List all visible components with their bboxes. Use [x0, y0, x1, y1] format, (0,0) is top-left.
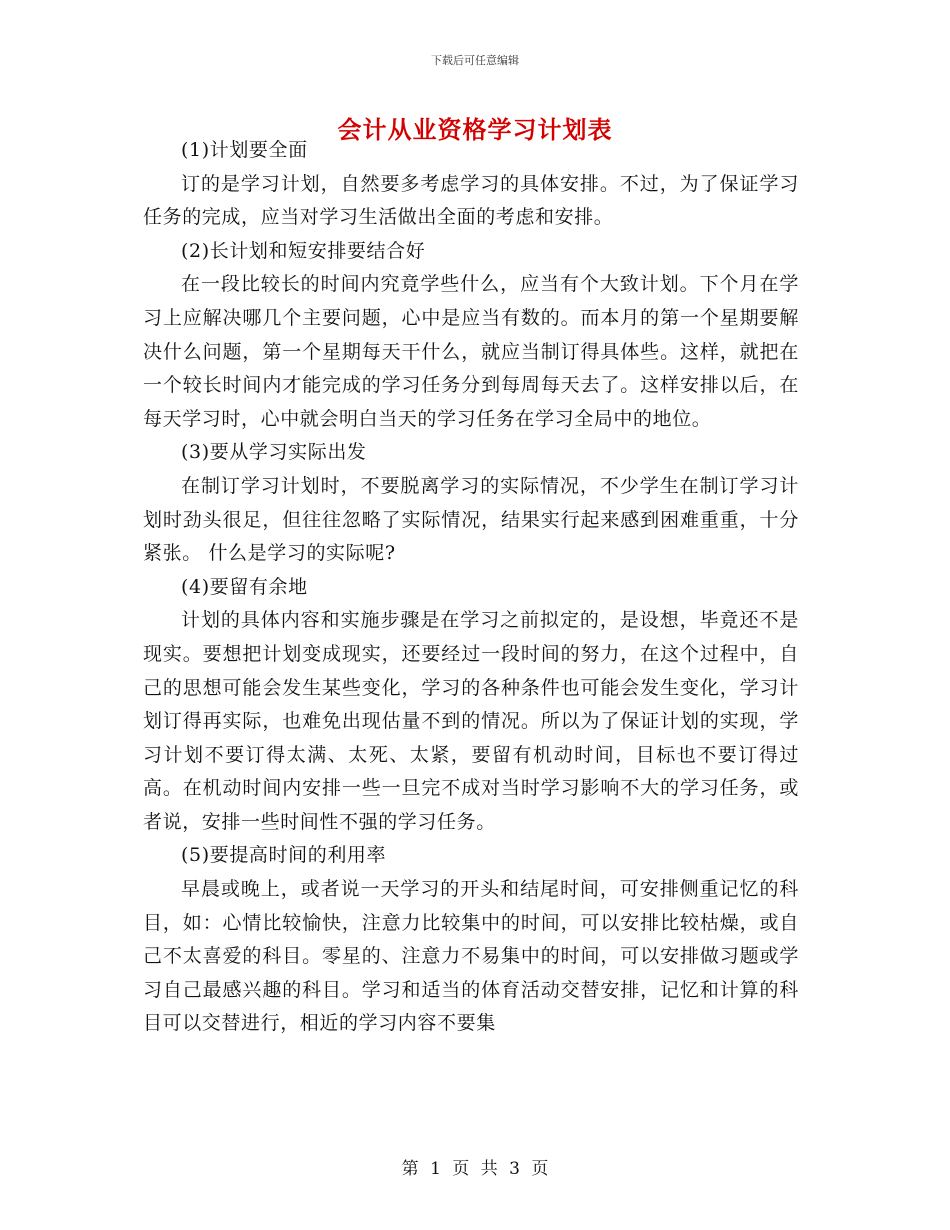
body-paragraph-4: 计划的具体内容和实施步骤是在学习之前拟定的，是设想，毕竟还不是现实。要想把计划变成现实，还要经过一段时间的努力，在这个过程中，自己的思想可能会发生某些变化，学习的各种条件也可能会发生变化，学习计划订得再实际，也难免出现估量不到的情况。所以为了保证计划的实现，学习计划不要订得太满、太死、太紧，要留有机动时间，目标也不要订得过高。在机动时间内安排一些一旦完不成对当时学习影响不大的学习任务，或者说，安排一些时间性不强的学习任务。	[143, 609, 799, 833]
page-number-footer: 第 1 页 共 3 页	[401, 1159, 549, 1179]
section-heading-2: (2)长计划和短安排要结合好	[181, 239, 426, 262]
section-heading-3: (3)要从学习实际出发	[181, 441, 367, 464]
document-title: 会计从业资格学习计划表	[337, 116, 613, 144]
body-paragraph-3: 在制订学习计划时，不要脱离学习的实际情况，不少学生在制订学习计划时劲头很足，但往往忽略了实际情况，结果实行起来感到困难重重，十分紧张。 什么是学习的实际呢?	[143, 474, 799, 565]
body-paragraph-1: 订的是学习计划，自然要多考虑学习的具体安排。不过，为了保证学习任务的完成，应当对学习生活做出全面的考虑和安排。	[143, 172, 799, 229]
body-paragraph-5: 早晨或晚上，或者说一天学习的开头和结尾时间，可安排侧重记忆的科目，如：心情比较愉快，注意力比较集中的时间，可以安排比较枯燥，或自己不太喜爱的科目。零星的、注意力不易集中的时间，可以安排做习题或学习自己最感兴趣的科目。学习和适当的体育活动交替安排，记忆和计算的科目可以交替进行，相近的学习内容不要集	[143, 878, 799, 1035]
section-heading-5: (5)要提高时间的利用率	[181, 844, 387, 867]
section-heading-1: (1)计划要全面	[181, 139, 308, 161]
header-note: 下载后可任意编辑	[431, 54, 519, 67]
body-paragraph-2: 在一段比较长的时间内究竟学些什么，应当有个大致计划。下个月在学习上应解决哪几个主要问题，心中是应当有数的。而本月的第一个星期要解决什么问题，第一个星期每天干什么，就应当制订得具体些。这样，就把在一个较长时间内才能完成的学习任务分到每周每天去了。这样安排以后，在每天学习时，心中就会明白当天的学习任务在学习全局中的地位。	[143, 273, 799, 430]
section-heading-4: (4)要留有余地	[181, 575, 308, 598]
document-body	[143, 134, 799, 1041]
